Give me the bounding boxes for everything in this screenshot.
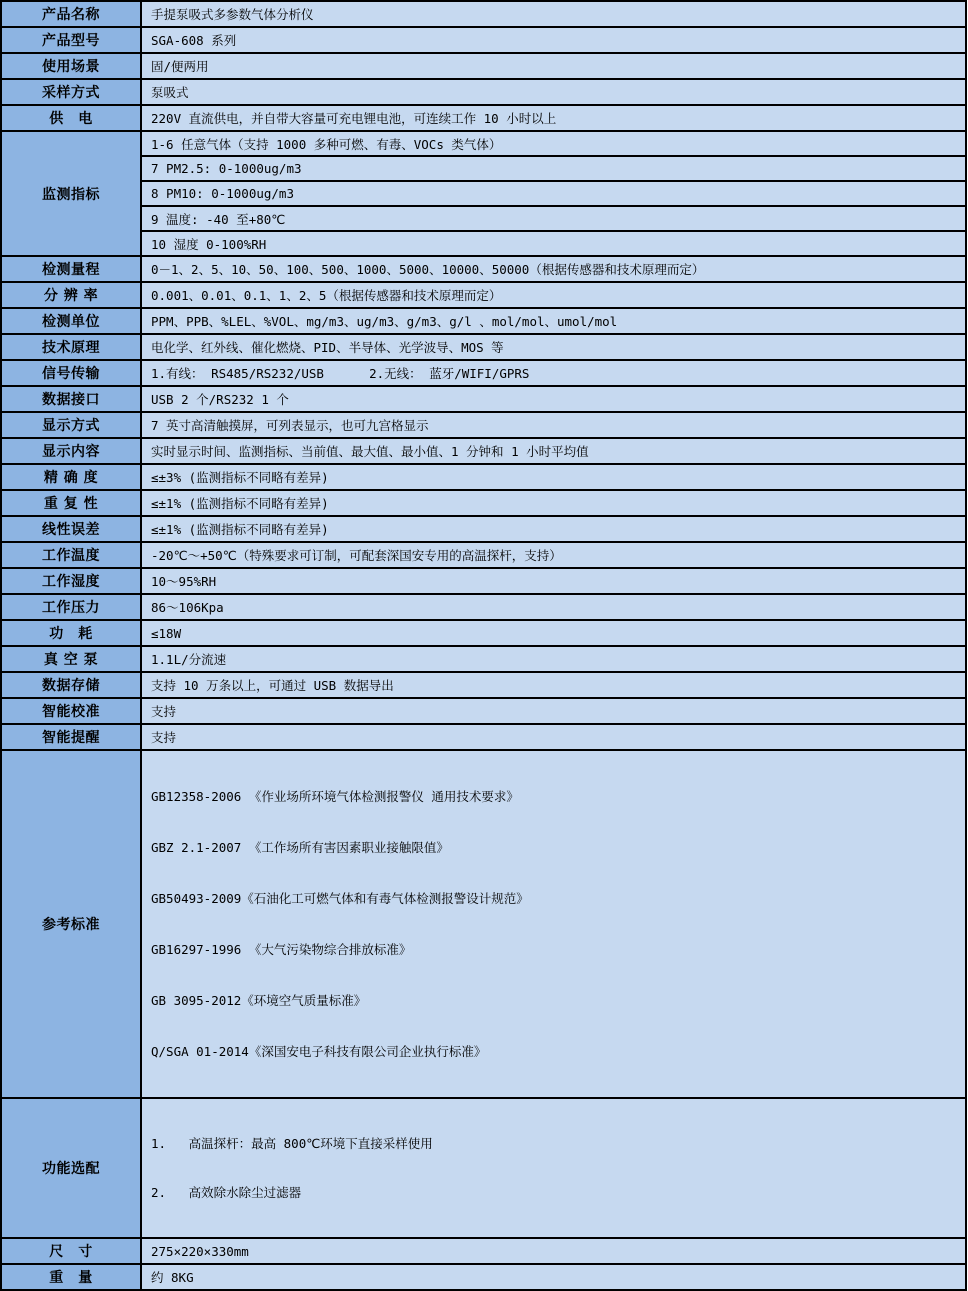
table-row xyxy=(1,105,966,131)
label-smart-reminder: 智能提醒 xyxy=(1,724,141,750)
optional-feature-2: 2. 高效除水除尘过滤器 xyxy=(151,1185,302,1200)
table-row xyxy=(1,79,966,105)
table-row xyxy=(1,360,966,386)
table-row xyxy=(1,490,966,516)
value-linearity-error: ≤±1% (监测指标不同略有差异) xyxy=(141,516,966,542)
label-sampling-method: 采样方式 xyxy=(1,79,141,105)
table-row xyxy=(1,334,966,360)
table-row xyxy=(1,516,966,542)
table-row xyxy=(1,181,966,206)
value-detection-range: 0－1、2、5、10、50、100、500、1000、5000、10000、50000（根据传感器和技术原理而定） xyxy=(141,256,966,282)
table-row xyxy=(1,308,966,334)
value-product-name: 手提泵吸式多参数气体分析仪 xyxy=(141,1,966,27)
table-row xyxy=(1,231,966,256)
label-power-consumption: 功 耗 xyxy=(1,620,141,646)
label-detection-unit: 检测单位 xyxy=(1,308,141,334)
label-dimensions: 尺 寸 xyxy=(1,1238,141,1264)
value-data-interface: USB 2 个/RS232 1 个 xyxy=(141,386,966,412)
value-technical-principle: 电化学、红外线、催化燃烧、PID、半导体、光学波导、MOS 等 xyxy=(141,334,966,360)
label-data-interface: 数据接口 xyxy=(1,386,141,412)
table-row xyxy=(1,256,966,282)
standard-line-2: GBZ 2.1-2007 《工作场所有害因素职业接触限值》 xyxy=(151,840,449,855)
value-repeatability: ≤±1% (监测指标不同略有差异) xyxy=(141,490,966,516)
label-accuracy: 精 确 度 xyxy=(1,464,141,490)
label-data-storage: 数据存储 xyxy=(1,672,141,698)
value-weight: 约 8KG xyxy=(141,1264,966,1290)
label-usage-scenario: 使用场景 xyxy=(1,53,141,79)
label-weight: 重 量 xyxy=(1,1264,141,1290)
value-optional-features xyxy=(141,1098,966,1238)
standard-line-1: GB12358-2006 《作业场所环境气体检测报警仪 通用技术要求》 xyxy=(151,789,519,804)
table-row xyxy=(1,438,966,464)
label-technical-principle: 技术原理 xyxy=(1,334,141,360)
value-working-temperature: -20℃～+50℃（特殊要求可订制，可配套深国安专用的高温探杆，支持） xyxy=(141,542,966,568)
table-row xyxy=(1,27,966,53)
value-detection-unit: PPM、PPB、%LEL、%VOL、mg/m3、ug/m3、g/m3、g/l 、mol/mol、umol/mol xyxy=(141,308,966,334)
label-working-pressure: 工作压力 xyxy=(1,594,141,620)
table-row xyxy=(1,542,966,568)
label-reference-standards: 参考标准 xyxy=(1,750,141,1098)
table-row xyxy=(1,646,966,672)
label-display-content: 显示内容 xyxy=(1,438,141,464)
value-reference-standards xyxy=(141,750,966,1098)
table-row xyxy=(1,282,966,308)
table-row xyxy=(1,53,966,79)
table-row xyxy=(1,156,966,181)
label-product-model: 产品型号 xyxy=(1,27,141,53)
label-resolution: 分 辨 率 xyxy=(1,282,141,308)
value-dimensions: 275×220×330mm xyxy=(141,1238,966,1264)
table-row xyxy=(1,206,966,231)
value-accuracy: ≤±3% (监测指标不同略有差异) xyxy=(141,464,966,490)
value-signal-transmission: 1.有线： RS485/RS232/USB 2.无线： 蓝牙/WIFI/GPRS xyxy=(141,360,966,386)
value-monitoring-indicator-2: 7 PM2.5: 0-1000ug/m3 xyxy=(141,156,966,181)
value-power-supply: 220V 直流供电，并自带大容量可充电锂电池，可连续工作 10 小时以上 xyxy=(141,105,966,131)
value-smart-calibration: 支持 xyxy=(141,698,966,724)
label-vacuum-pump: 真 空 泵 xyxy=(1,646,141,672)
label-detection-range: 检测量程 xyxy=(1,256,141,282)
optional-feature-1: 1. 高温探杆：最高 800℃环境下直接采样使用 xyxy=(151,1136,433,1151)
table-row xyxy=(1,750,966,1098)
value-working-pressure: 86～106Kpa xyxy=(141,594,966,620)
label-linearity-error: 线性误差 xyxy=(1,516,141,542)
value-product-model: SGA-608 系列 xyxy=(141,27,966,53)
label-working-humidity: 工作湿度 xyxy=(1,568,141,594)
label-product-name: 产品名称 xyxy=(1,1,141,27)
table-row xyxy=(1,1238,966,1264)
value-smart-reminder: 支持 xyxy=(141,724,966,750)
table-row xyxy=(1,672,966,698)
table-row xyxy=(1,131,966,156)
table-row xyxy=(1,568,966,594)
label-power-supply: 供 电 xyxy=(1,105,141,131)
table-row xyxy=(1,1,966,27)
label-optional-features: 功能选配 xyxy=(1,1098,141,1238)
standard-line-3: GB50493-2009《石油化工可燃气体和有毒气体检测报警设计规范》 xyxy=(151,891,529,906)
table-row xyxy=(1,594,966,620)
value-display-content: 实时显示时间、监测指标、当前值、最大值、最小值、1 分钟和 1 小时平均值 xyxy=(141,438,966,464)
table-row xyxy=(1,464,966,490)
value-vacuum-pump: 1.1L/分流速 xyxy=(141,646,966,672)
value-monitoring-indicator-5: 10 湿度 0-100%RH xyxy=(141,231,966,256)
value-resolution: 0.001、0.01、0.1、1、2、5（根据传感器和技术原理而定） xyxy=(141,282,966,308)
standard-line-5: GB 3095-2012《环境空气质量标准》 xyxy=(151,993,367,1008)
value-monitoring-indicator-1: 1-6 任意气体（支持 1000 多种可燃、有毒、VOCs 类气体） xyxy=(141,131,966,156)
label-smart-calibration: 智能校准 xyxy=(1,698,141,724)
table-row xyxy=(1,1264,966,1290)
table-row xyxy=(1,724,966,750)
value-sampling-method: 泵吸式 xyxy=(141,79,966,105)
table-row xyxy=(1,386,966,412)
standard-line-6: Q/SGA 01-2014《深国安电子科技有限公司企业执行标准》 xyxy=(151,1044,487,1059)
value-display-mode: 7 英寸高清触摸屏，可列表显示，也可九宫格显示 xyxy=(141,412,966,438)
standard-line-4: GB16297-1996 《大气污染物综合排放标准》 xyxy=(151,942,412,957)
table-row xyxy=(1,620,966,646)
label-display-mode: 显示方式 xyxy=(1,412,141,438)
value-data-storage: 支持 10 万条以上，可通过 USB 数据导出 xyxy=(141,672,966,698)
value-usage-scenario: 固/便两用 xyxy=(141,53,966,79)
label-repeatability: 重 复 性 xyxy=(1,490,141,516)
value-monitoring-indicator-3: 8 PM10: 0-1000ug/m3 xyxy=(141,181,966,206)
table-row xyxy=(1,412,966,438)
table-row xyxy=(1,698,966,724)
value-working-humidity: 10～95%RH xyxy=(141,568,966,594)
table-row xyxy=(1,1098,966,1238)
value-power-consumption: ≤18W xyxy=(141,620,966,646)
label-monitoring-indicators: 监测指标 xyxy=(1,131,141,256)
value-monitoring-indicator-4: 9 温度: -40 至+80℃ xyxy=(141,206,966,231)
label-signal-transmission: 信号传输 xyxy=(1,360,141,386)
label-working-temperature: 工作温度 xyxy=(1,542,141,568)
